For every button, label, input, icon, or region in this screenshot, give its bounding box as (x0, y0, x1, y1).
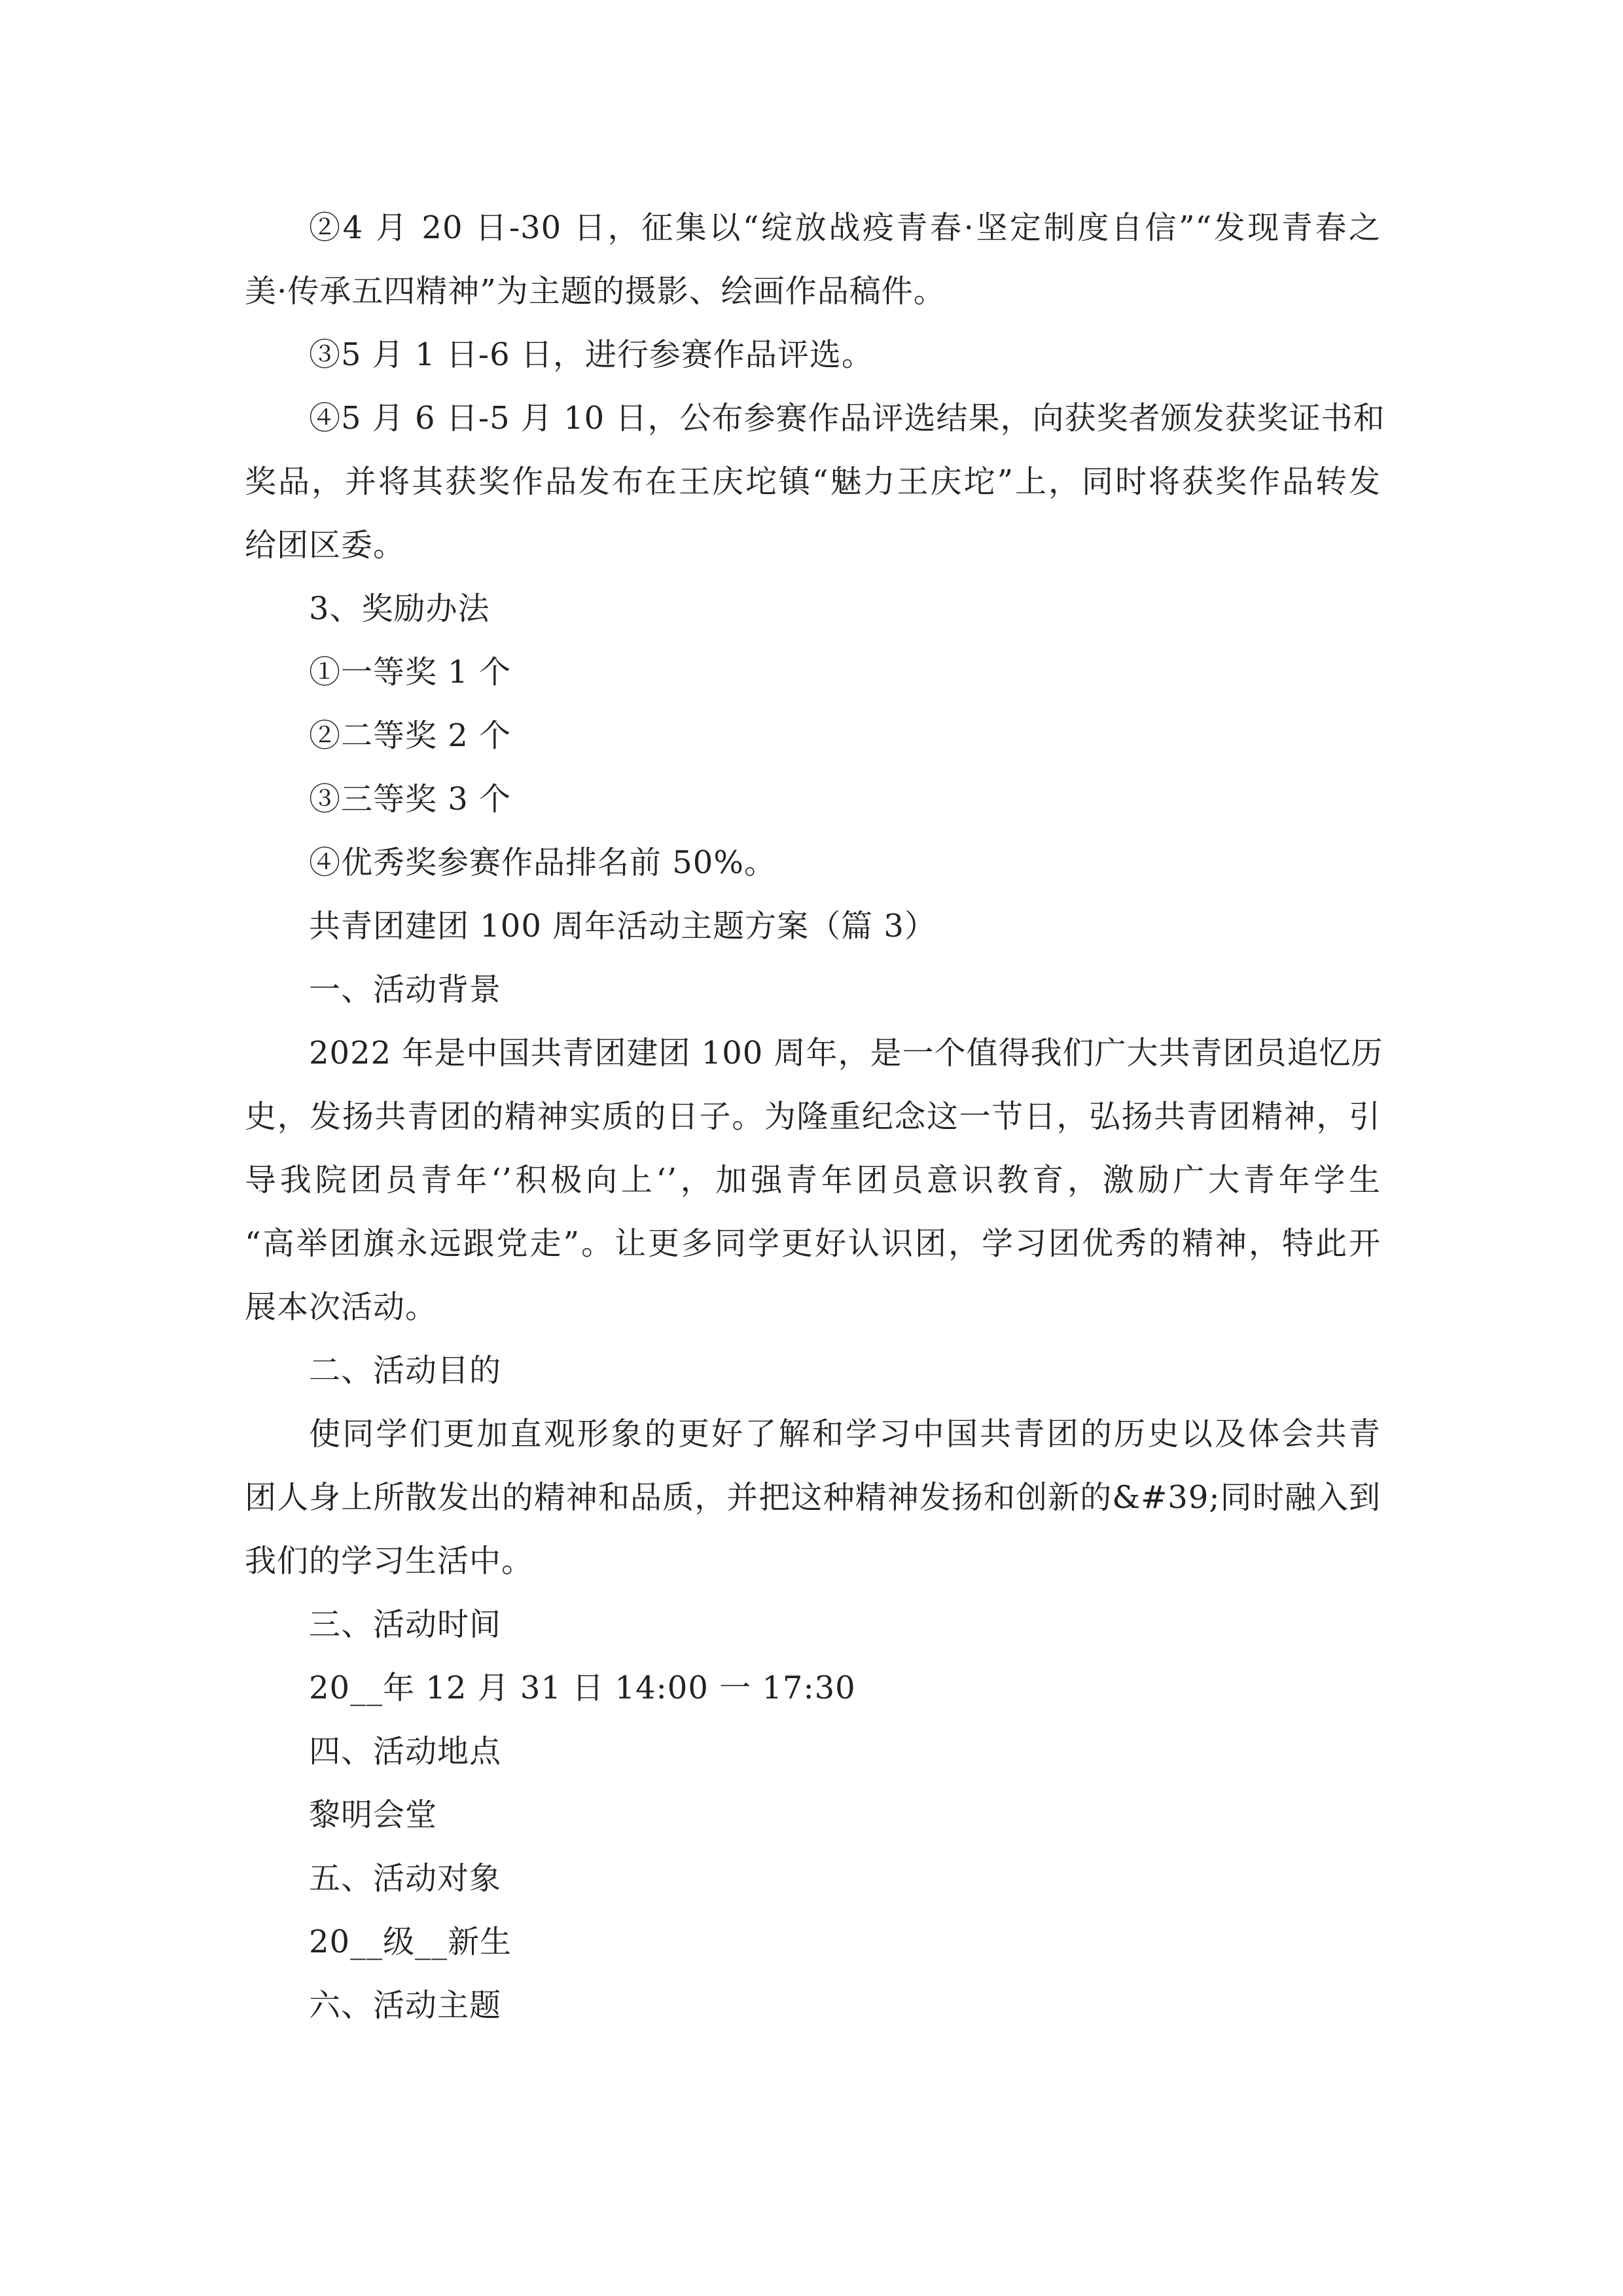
paragraph-line: 团人身上所散发出的精神和品质，并把这种精神发扬和创新的&#39;同时融入到 (245, 1479, 1381, 1516)
list-item: ②二等奖 2 个 (309, 717, 512, 754)
section-heading: 3、奖励办法 (309, 590, 490, 627)
paragraph-line: 20__年 12 月 31 日 14:00 一 17:30 (309, 1670, 856, 1706)
list-item: ④优秀奖参赛作品排名前 50%。 (309, 844, 776, 881)
section-heading: 五、活动对象 (309, 1860, 502, 1897)
document-body (245, 196, 1385, 2037)
section-heading: 六、活动主题 (309, 1987, 502, 2024)
paragraph-line: 给团区委。 (245, 527, 406, 564)
paragraph-line: 奖品，并将其获奖作品发布在王庆坨镇“魅力王庆坨”上，同时将获奖作品转发 (245, 463, 1381, 500)
paragraph-line: 使同学们更加直观形象的更好了解和学习中国共青团的历史以及体会共青 (309, 1416, 1381, 1452)
list-item: ③三等奖 3 个 (309, 781, 512, 817)
section-heading: 二、活动目的 (309, 1352, 502, 1389)
section-heading: 三、活动时间 (309, 1606, 502, 1643)
paragraph-line: 史，发扬共青团的精神实质的日子。为隆重纪念这一节日，弘扬共青团精神，引 (245, 1098, 1381, 1135)
paragraph-line: 美·传承五四精神”为主题的摄影、绘画作品稿件。 (245, 273, 946, 310)
paragraph-line: 2022 年是中国共青团建团 100 周年，是一个值得我们广大共青团员追忆历 (309, 1035, 1383, 1071)
paragraph-line: ②4 月 20 日-30 日，征集以“绽放战疫青春·坚定制度自信”“发现青春之 (309, 209, 1381, 246)
document-subtitle: 共青团建团 100 周年活动主题方案（篇 3） (309, 908, 936, 944)
paragraph-line: ④5 月 6 日-5 月 10 日，公布参赛作品评选结果，向获奖者颁发获奖证书和 (309, 400, 1385, 437)
paragraph-line: 我们的学习生活中。 (245, 1543, 534, 1579)
paragraph-line: “高举团旗永远跟党走”。让更多同学更好认识团，学习团优秀的精神，特此开 (245, 1225, 1381, 1262)
paragraph-line: 黎明会堂 (309, 1797, 438, 1833)
paragraph-line: 导我院团员青年‘’积极向上‘’，加强青年团员意识教育，激励广大青年学生 (245, 1162, 1381, 1198)
paragraph-line: ③5 月 1 日-6 日，进行参赛作品评选。 (309, 336, 874, 373)
paragraph-line: 展本次活动。 (245, 1289, 438, 1325)
list-item: ①一等奖 1 个 (309, 654, 512, 691)
paragraph-line: 20__级__新生 (309, 1924, 512, 1960)
section-heading: 四、活动地点 (309, 1733, 502, 1770)
section-heading: 一、活动背景 (309, 971, 502, 1008)
